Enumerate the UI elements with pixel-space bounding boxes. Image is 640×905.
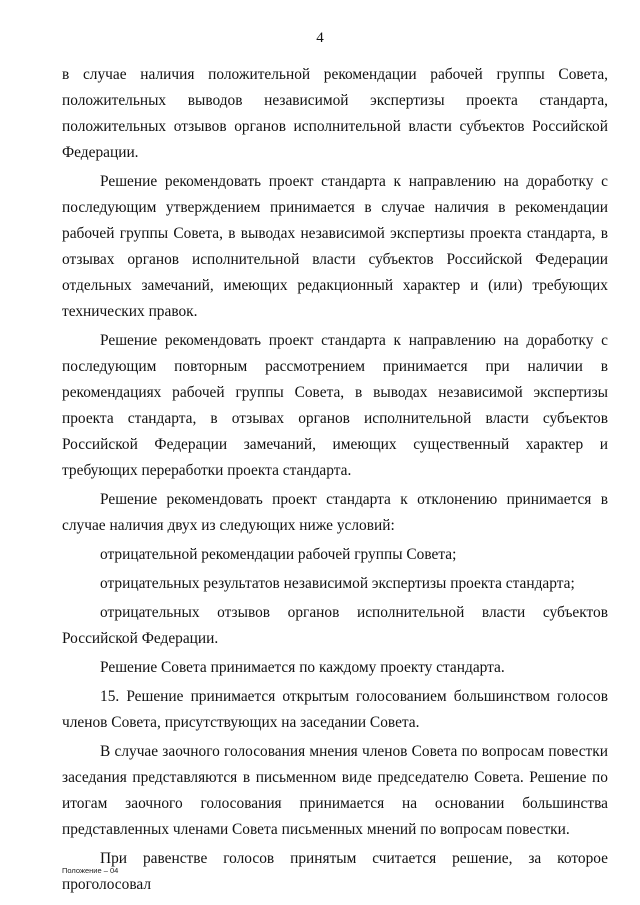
paragraph-1: в случае наличия положительной рекомендации рабочей группы Совета, положительных выводов независимой экспертизы проекта стандарта, положительных отзывов органов исполнительной власти субъектов Российской Федерации. [62, 66, 608, 161]
condition-2: отрицательных результатов независимой экспертизы проекта стандарта; [100, 575, 575, 592]
paragraph-absentee-vote: В случае заочного голосования мнения членов Совета по вопросам повестки заседания представляются в письменном виде председателю Совета. Решение по итогам заочного голосования принимается на основании большинства представленных членами Совета письменных мнений по вопросам повестки. [62, 743, 608, 838]
document-body [62, 62, 608, 898]
clause-15: 15. Решение принимается открытым голосованием большинством голосов членов Совета, присутствующих на заседании Совета. [62, 688, 608, 731]
paragraph-2: Решение рекомендовать проект стандарта к направлению на доработку с последующим утверждением принимается в случае наличия в рекомендации рабочей группы Совета, в выводах независимой экспертизы проекта стандарта, в отзывах органов исполнительной власти субъектов Российской Федерации отдельных замечаний, имеющих редакционный характер и (или) требующих технических правок. [62, 173, 608, 320]
page-number: 4 [316, 30, 324, 46]
paragraph-3: Решение рекомендовать проект стандарта к направлению на доработку с последующим повторным рассмотрением принимается при наличии в рекомендациях рабочей группы Совета, в выводах независимой экспертизы проекта стандарта, в отзывах органов исполнительной власти субъектов Российской Федерации замечаний, имеющих существенный характер и требующих переработки проекта стандарта. [62, 332, 608, 479]
paragraph-4: Решение рекомендовать проект стандарта к отклонению принимается в случае наличия двух из следующих ниже условий: [62, 491, 608, 534]
paragraph-5: Решение Совета принимается по каждому проекту стандарта. [100, 659, 505, 676]
footer-label: Положение – 04 [62, 866, 119, 875]
paragraph-tie-vote: При равенстве голосов принятым считается решение, за которое проголосовал [62, 850, 608, 893]
condition-1: отрицательной рекомендации рабочей группы Совета; [100, 546, 457, 563]
condition-3: отрицательных отзывов органов исполнительной власти субъектов Российской Федерации. [62, 604, 608, 647]
